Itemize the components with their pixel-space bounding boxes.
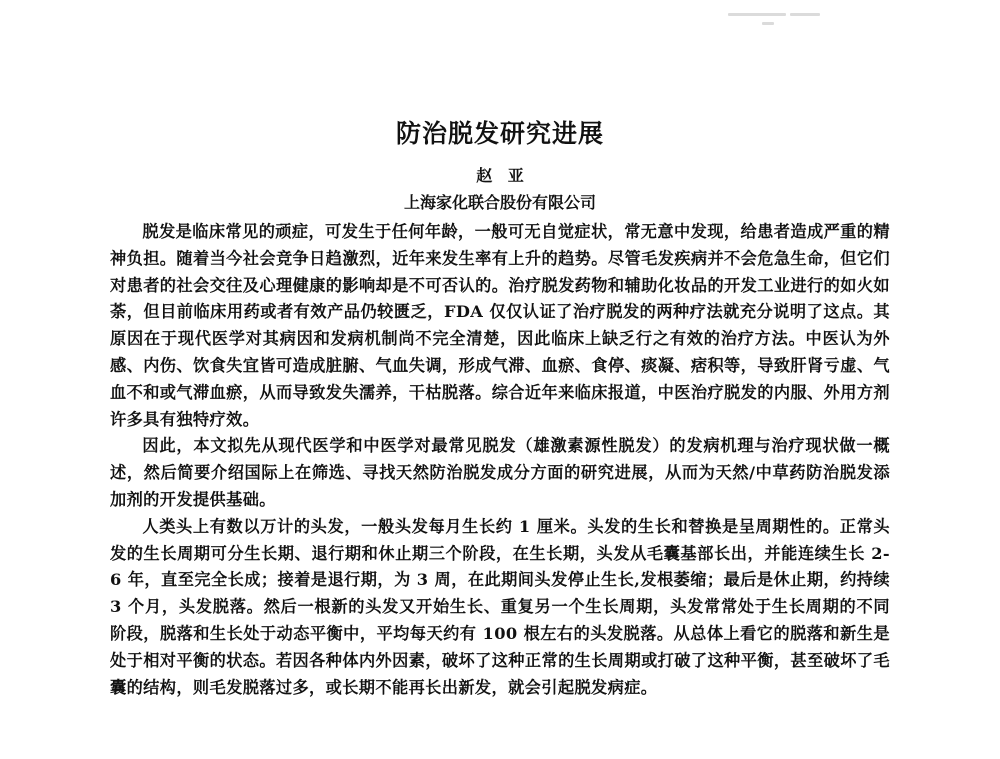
scan-artifact-stroke: [790, 13, 820, 16]
body-paragraph-hair-cycle: 人类头上有数以万计的头发，一般头发每月生长约 1 厘米。头发的生长和替换是呈周期性的。正常头发的生长周期可分生长期、退行期和休止期三个阶段，在生长期，头发从毛囊基部长出，并能连续生长 2-6 年，直至完全长成；接着是退行期，为 3 周，在此期间头发停止生长,发根萎缩；最后是休止期，约持续 3 个月，头发脱落。然后一根新的头发又开始生长、重复另一个生长周期，头发常常处于生长周期的不同阶段，脱落和生长处于动态平衡中，平均每天约有 100 根左右的头发脱落。从总体上看它的脱落和新生是处于相对平衡的状态。若因各种体内外因素，破坏了这种正常的生长周期或打破了这种平衡，甚至破坏了毛囊的结构，则毛发脱落过多，或长期不能再长出新发，就会引起脱发病症。: [110, 516, 890, 697]
scan-artifact-mark: [728, 10, 824, 28]
body-paragraph-intro: 脱发是临床常见的顽症，可发生于任何年龄，一般可无自觉症状，常无意中发现，给患者造成严重的精神负担。随着当今社会竞争日趋激烈，近年来发生率有上升的趋势。尽管毛发疾病并不会危急生命，但它们对患者的社会交往及心理健康的影响却是不可否认的。治疗脱发药物和辅助化妆品的开发工业进行的如火如荼，但目前临床用药或者有效产品仍较匮乏，FDA 仅仅认证了治疗脱发的两种疗法就充分说明了这点。其原因在于现代医学对其病因和发病机制尚不完全清楚，因此临床上缺乏行之有效的治疗方法。中医认为外感、内伤、饮食失宜皆可造成脏腑、气血失调，形成气滞、血瘀、食停、痰凝、痞积等，导致肝肾亏虚、气血不和或气滞血瘀，从而导致发失濡养，干枯脱落。综合近年来临床报道，中医治疗脱发的内服、外用方剂许多具有独特疗效。: [110, 222, 890, 429]
scan-artifact-stroke: [762, 22, 774, 25]
article-author: 赵 亚: [476, 166, 524, 185]
scan-artifact-stroke: [728, 13, 786, 16]
article-body: [110, 219, 890, 701]
article-title: 防治脱发研究进展: [395, 119, 604, 148]
body-paragraph-purpose: 因此，本文拟先从现代医学和中医学对最常见脱发（雄激素源性脱发）的发病机理与治疗现状做一概述，然后简要介绍国际上在筛选、寻找天然防治脱发成分方面的研究进展，从而为天然/中草药防治脱发添加剂的开发提供基础。: [110, 436, 890, 509]
author-affiliation: 上海家化联合股份有限公司: [403, 193, 596, 212]
